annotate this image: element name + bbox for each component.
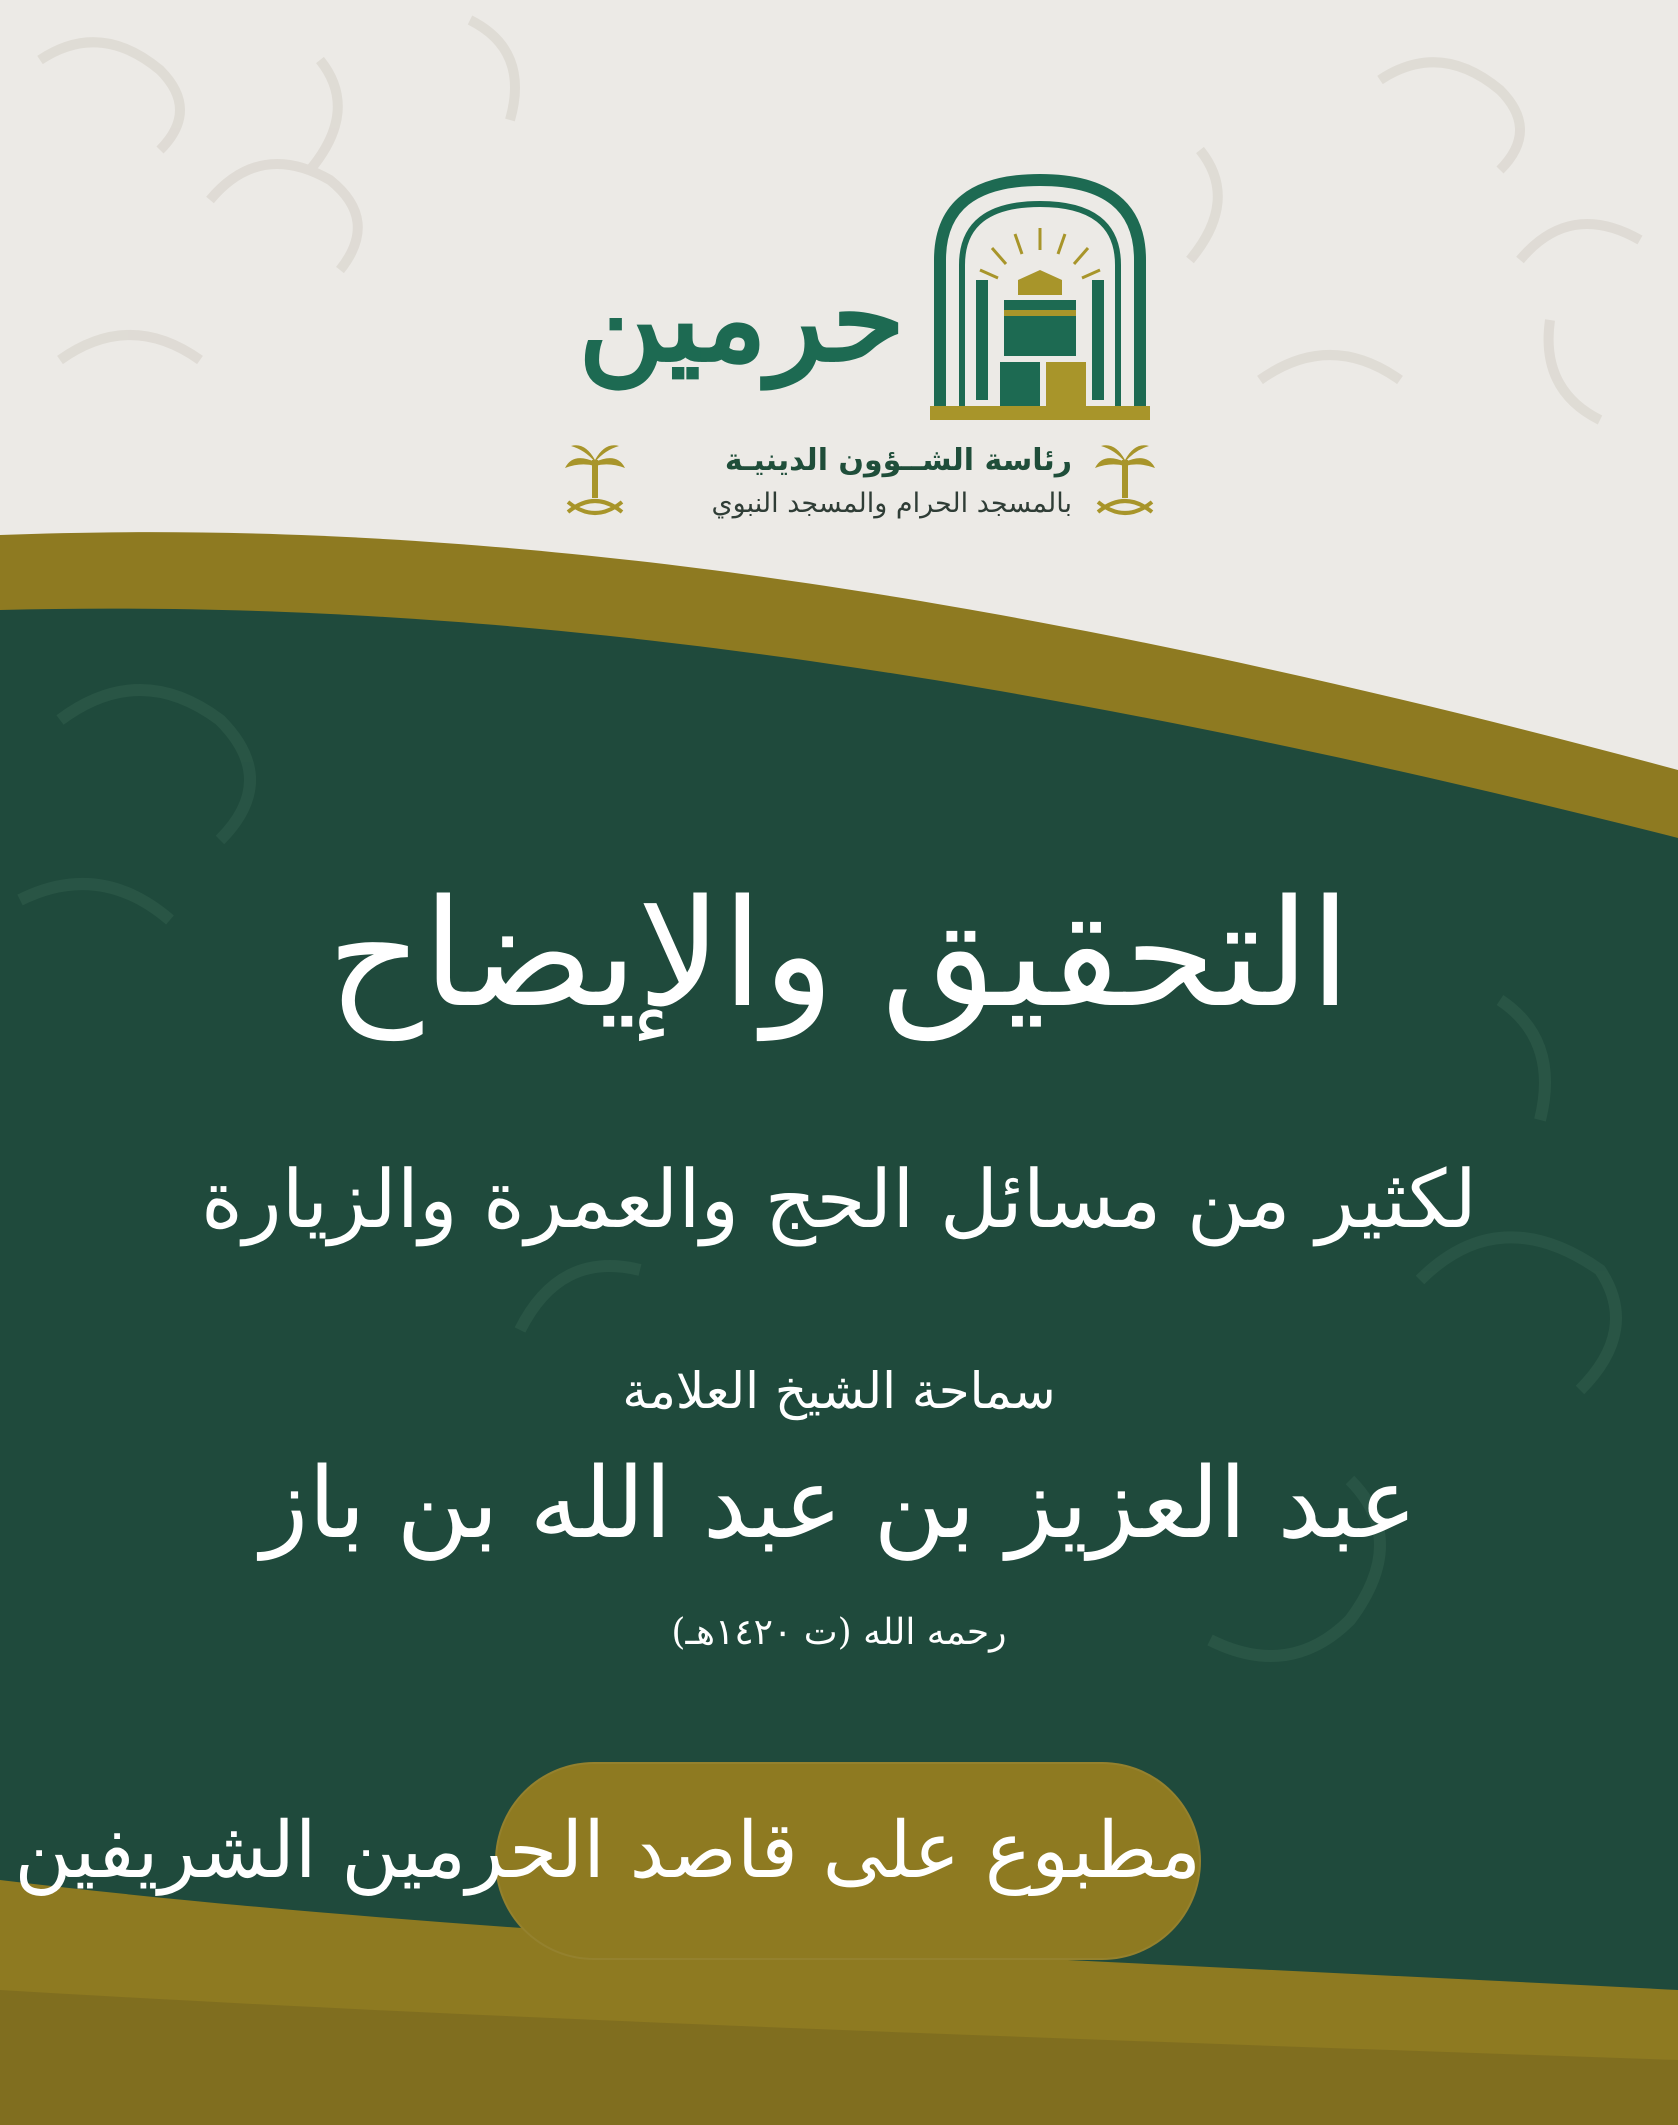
presidency-name: رئاسة الشــؤون الدينيـة (724, 443, 1072, 478)
brand-name: حرمين (578, 249, 905, 388)
logo-block (560, 170, 1160, 540)
palm-swords-emblem-icon (560, 440, 630, 520)
book-subtitle: لكثير من مسائل الحج والعمرة والزيارة (201, 1153, 1477, 1246)
author-honorific: سماحة الشيخ العلامة (622, 1362, 1056, 1420)
presidency-subtitle: بالمسجد الحرام والمسجد النبوي (711, 488, 1072, 519)
author-note: رحمه الله (ت ١٤٢٠هـ) (671, 1612, 1007, 1653)
book-title: التحقيق والإيضاح (327, 868, 1351, 1040)
palm-swords-emblem-icon (1090, 440, 1160, 520)
endowment-badge (14, 1762, 1201, 1960)
mosque-emblem-icon (920, 170, 1160, 420)
author-name: عبد العزيز بن عبد الله بن باز (261, 1447, 1417, 1561)
endowment-label: مطبوع على قاصد الحرمين الشريفين (14, 1806, 1201, 1896)
